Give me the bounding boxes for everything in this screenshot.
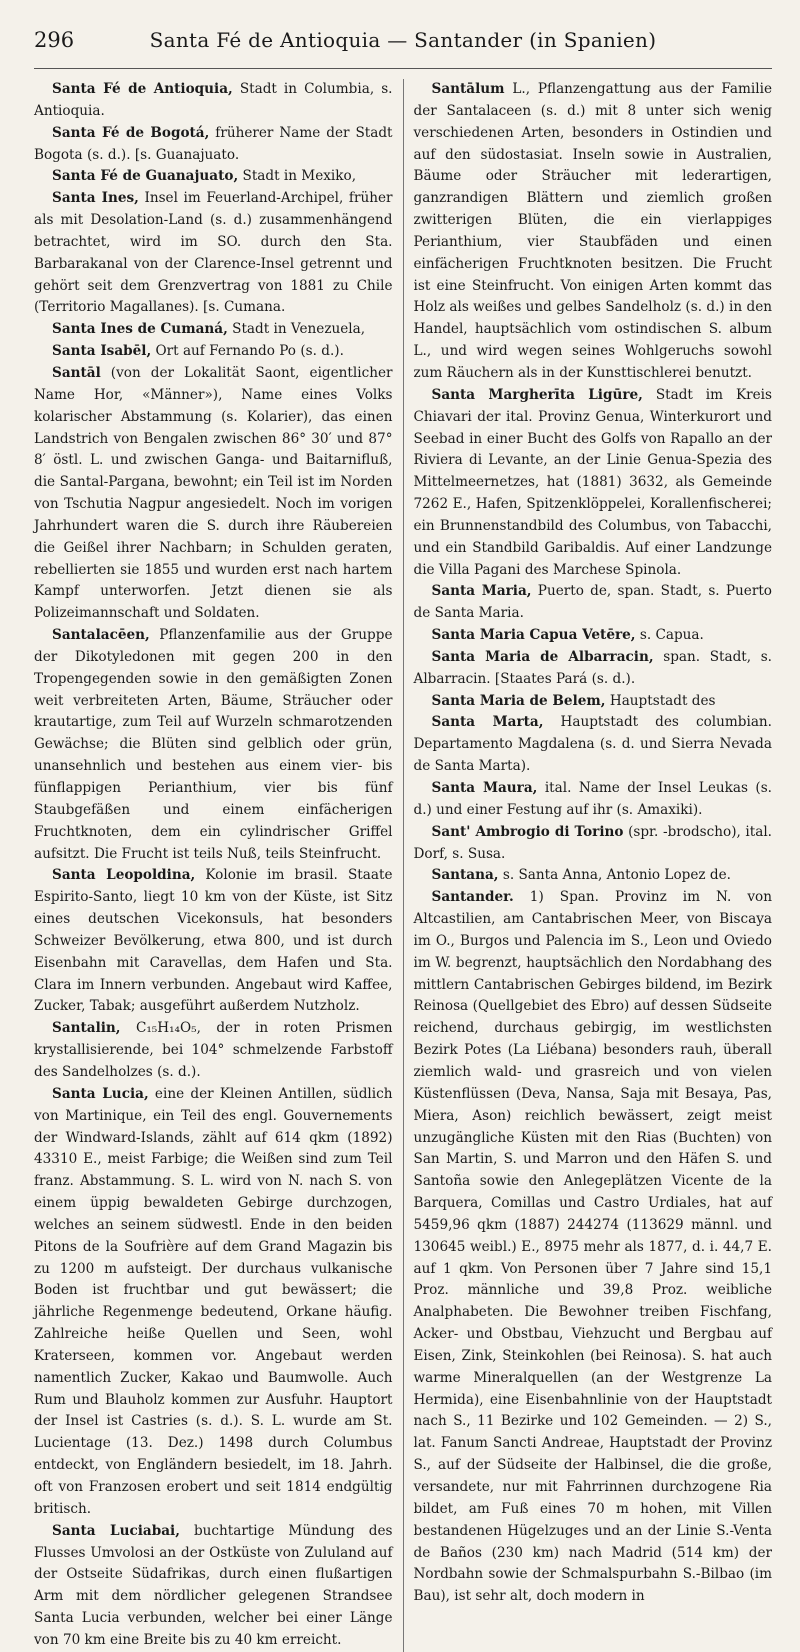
- entry-text: Ort auf Fernando Po (s. d.).: [151, 343, 344, 360]
- entry-headword: Santa Fé de Antioquia,: [52, 81, 233, 97]
- dictionary-entry: [34, 79, 393, 123]
- entry-text: 1) Span. Provinz im N. von Altcastilien, am Cantabrischen Meer, von Biscaya im O., Burgos und Palencia im S., Leon und Oviedo im W. begrenzt, hauptsächlich den Nordabhang des mittlern Cantabrischen Gebirges bildend, im Bezirk Reinosa (Quellgebiet des Ebro) auf dessen Südseite reichend, durchaus gebirgig, im westlichsten Bezirk Potes (La Liébana) besonders rauh, überall ziemlich wald- und grasreich und von vielen Küstenflüssen (Deva, Nansa, Saja mit Besaya, Pas, Miera, Ason) reichlich bewässert, zeigt meist unzugängliche Küsten mit den Rias (Buchten) von San Martin, S. und Marron und den Häfen S. und Santoña sowie den Anlegeplätzen Vicente de la Barquera, Comillas und Castro Urdiales, hat auf 5459,96 qkm (1887) 244274 (113629 männl. und 130645 weibl.) E., 8975 mehr als 1877, d. i. 44,7 E. auf 1 qkm. Von Personen über 7 Jahre sind 15,1 Proz. männliche und 39,8 Proz. weibliche Analphabeten. Die Bewohner treiben Fischfang, Acker- und Obstbau, Viehzucht und Bergbau auf Eisen, Zink, Steinkohlen (bei Reinosa). S. hat auch warme Mineralquellen (an der Westgrenze La Hermida), eine Eisenbahnlinie von der Hauptstadt nach S., 11 Bezirke und 102 Gemeinden. — 2) S., lat. Fanum Sancti Andreae, Hauptstadt der Provinz S., auf der Südseite der Halbinsel, die die große, versandete, nur mit Fahrrinnen durchzogene Ria bildet, am Fuß eines 70 m hohen, mit Villen bestandenen Hügelzuges und an der Linie S.-Venta de Baños (230 km) nach Madrid (514 km) der Nordbahn sowie der Schmalspurbahn S.-Bilbao (im Bau), ist sehr alt, doch modern in: [413, 889, 772, 1605]
- dictionary-entry: [414, 865, 773, 887]
- page-header: [34, 28, 772, 69]
- dictionary-entry: [414, 691, 773, 713]
- dictionary-entry: [34, 1521, 393, 1652]
- entry-headword: Santa Leopoldina,: [52, 867, 196, 884]
- dictionary-entry: [414, 625, 773, 647]
- dictionary-entry: [414, 647, 773, 691]
- entry-headword: Santa Maria,: [431, 583, 532, 600]
- page-number: 296: [34, 28, 75, 52]
- entry-text: span. Stadt, s. Albarracin. [Staates Pará (s. d.).: [413, 648, 773, 687]
- entry-text: buchtartige Mündung des Flusses Umvolosi an der Ostküste von Zululand auf der Ostseite Südafrikas, durch einen flußartigen Arm mit dem nördlicher gelegenen Strandsee Santa Lucia verbunden, welcher bei einer Länge von 70 km eine Breite bis zu 40 km erreicht.: [34, 1522, 393, 1648]
- entry-headword: Santalin,: [52, 1020, 121, 1037]
- running-title: Santa Fé de Antioquia — Santander (in Spanien): [149, 28, 657, 52]
- entry-headword: Santa Fé de Bogotá,: [52, 124, 210, 141]
- entry-text: Pflanzenfamilie aus der Gruppe der Dikotyledonen mit gegen 200 in den Tropengegenden sowie in den gemäßigten Zonen weit verbreiteten Arten, Bäume, Sträucher oder krautartige, zum Teil auf Wurzeln schmarotzenden Gewächse; die Blüten sind gelblich oder grün, unansehnlich und bestehen aus einem vier- bis fünflappigen Perianthium, vier bis fünf Staubgefäßen und einem einfächerigen Fruchtknoten, dem ein cylindrischer Griffel aufsitzt. Die Frucht ist teils Nuß, teils Steinfrucht.: [34, 627, 393, 862]
- entry-headword: Santa Marta,: [431, 714, 544, 731]
- entry-headword: Santalacēen,: [52, 627, 150, 644]
- dictionary-entry: [414, 887, 773, 1608]
- entry-text: Hauptstadt des: [605, 692, 716, 709]
- dictionary-entry: [34, 363, 393, 625]
- dictionary-entry: [34, 188, 393, 319]
- entry-text: C₁₅H₁₄O₅, der in roten Prismen krystallisierende, bei 104° schmelzende Farbstoff des Sandelholzes (s. d.).: [34, 1020, 393, 1080]
- entry-headword: Santa Ines,: [52, 190, 139, 207]
- entry-text: Insel im Feuerland-Archipel, früher als mit Desolation-Land (s. d.) zusammenhängend betrachtet, wird im SO. durch den Sta. Barbarakanal von der Clarence-Insel getrennt und gehört seit dem Grenzvertrag von 1881 zu Chile (Territorio Magallanes). [s. Cumana.: [34, 190, 393, 316]
- dictionary-entry: [414, 778, 773, 822]
- dictionary-entry: [414, 79, 773, 385]
- right-column: [404, 79, 773, 1652]
- entry-headword: Santa Maria de Belem,: [431, 692, 606, 709]
- entry-headword: Santa Lucia,: [52, 1085, 149, 1102]
- entry-text: ital. Name der Insel Leukas (s. d.) und einer Festung auf ihr (s. Amaxiki).: [413, 780, 772, 818]
- dictionary-entry: [34, 319, 393, 341]
- entry-text: Stadt im Kreis Chiavari der ital. Provinz Genua, Winterkurort und Seebad in einer Bucht des Golfs von Rapallo an der Riviera di Levante, an der Linie Genua-Spezia des Mittelmeernetzes, hat (1881) 3632, als Gemeinde 7262 E., Hafen, Spitzenklöppelei, Korallenfischerei; ein Brunnenstandbild des Columbus, von Tabacchi, und ein Standbild Garibaldis. Auf einer Landzunge die Villa Pagani des Marchese Spinola.: [413, 386, 772, 578]
- entry-text: L., Pflanzengattung aus der Familie der Santalaceen (s. d.) mit 8 unter sich wenig verschiedenen Arten, besonders in Ostindien und auf den südostasiat. Inseln sowie in Australien, Bäume oder Sträucher mit lederartigen, ganzrandigen Blättern und ziemlich großen zwitterigen Blüten, die ein vierlappiges Perianthium, vier Staubfäden und einen einfächerigen Fruchtknoten besitzen. Die Frucht ist eine Steinfrucht. Von einigen Arten kommt das Holz als weißes und gelbes Sandelholz (s. d.) in den Handel, hauptsächlich vom ostindischen S. album L., und wird wegen seines Wohlgeruchs sowohl zum Räuchern als in der Kunsttischlerei benutzt.: [413, 81, 772, 381]
- left-column: [34, 79, 404, 1652]
- dictionary-entry: [34, 1018, 393, 1084]
- entry-text: eine der Kleinen Antillen, südlich von Martinique, ein Teil des engl. Gouvernements der Windward-Islands, zählt auf 614 qkm (1892) 43310 E., meist Farbige; die Weißen sind zum Teil franz. Abstammung. S. L. wird von N. nach S. von einem üppig bewaldeten Gebirge durchzogen, welches an seinem südwestl. Ende in den beiden Pitons de la Soufrière auf dem Grand Magazin bis zu 1200 m aufsteigt. Der durchaus vulkanische Boden ist fruchtbar und gut bewässert; die jährliche Regenmenge bedeutend, Orkane häufig. Zahlreiche heiße Quellen und Seen, wohl Kraterseen, kommen vor. Angebaut werden namentlich Zucker, Kakao und Baumwolle. Auch Rum und Blauholz kommen zur Ausfuhr. Hauptort der Insel ist Castries (s. d.). S. L. wurde am St. Lucientage (13. Dez.) 1498 durch Columbus entdeckt, von Engländern besiedelt, im 18. Jahrh. oft von Franzosen erobert und seit 1814 endgültig britisch.: [34, 1085, 393, 1517]
- entry-headword: Santander.: [431, 889, 514, 906]
- entry-headword: Sant' Ambrogio di Torino: [431, 823, 624, 840]
- dictionary-entry: [34, 166, 393, 188]
- text-columns: [34, 79, 772, 1652]
- entry-text: Puerto de, span. Stadt, s. Puerto de Santa Maria.: [413, 583, 772, 622]
- entry-text: Stadt in Columbia, s. Antioquia.: [34, 81, 393, 119]
- entry-text: s. Santa Anna, Antonio Lopez de.: [498, 867, 731, 884]
- entry-headword: Santāl: [52, 364, 101, 381]
- entry-headword: Santana,: [431, 867, 499, 884]
- entry-text: Hauptstadt des columbian. Departamento Magdalena (s. d. und Sierra Nevada de Santa Marta).: [413, 714, 773, 775]
- entry-headword: Santa Isabēl,: [52, 343, 152, 360]
- entry-text: Kolonie im brasil. Staate Espirito-Santo, liegt 10 km von der Küste, ist Sitz eines deutschen Vicekonsuls, hat besonders Schweizer Bevölkerung, etwa 800, und ist durch Eisenbahn mit Caravellas, dem Hafen und Sta. Clara im Innern verbunden. Angebaut wird Kaffee, Zucker, Tabak; ausgeführt außerdem Nutzholz.: [34, 867, 393, 1015]
- dictionary-entry: [414, 581, 773, 625]
- entry-text: Stadt in Mexiko,: [238, 168, 357, 185]
- entry-text: früherer Name der Stadt Bogota (s. d.). [s. Guanajuato.: [34, 124, 393, 163]
- entry-headword: Santa Luciabai,: [52, 1522, 180, 1539]
- entry-headword: Santa Maria Capua Vetēre,: [431, 627, 636, 644]
- entry-headword: Santa Fé de Guanajuato,: [52, 168, 239, 185]
- entry-headword: Santa Maria de Albarracin,: [431, 648, 654, 665]
- dictionary-entry: [34, 123, 393, 167]
- dictionary-entry: [414, 822, 773, 866]
- dictionary-entry: [34, 625, 393, 865]
- entry-headword: Santa Maura,: [431, 780, 538, 796]
- dictionary-entry: [414, 712, 773, 778]
- entry-text: Stadt in Venezuela,: [227, 321, 366, 338]
- entry-headword: Santālum: [431, 81, 505, 97]
- dictionary-entry: [414, 385, 773, 582]
- dictionary-entry: [34, 865, 393, 1018]
- entry-headword: Santa Margherīta Ligūre,: [431, 386, 643, 403]
- dictionary-entry: [34, 341, 393, 363]
- entry-text: (spr. -brodscho), ital. Dorf, s. Susa.: [413, 823, 772, 862]
- entry-text: (von der Lokalität Saont, eigentlicher Name Hor, «Männer»), Name eines Volks kolarischer Abstammung (s. Kolarier), das einen Landstrich von Bengalen zwischen 86° 30′ und 87° 8′ östl. L. und zwischen Ganga- und Baitarnifluß, die Santal-Pargana, bewohnt; ein Teil ist im Norden von Tschutia Nagpur angesiedelt. Noch im vorigen Jahrhundert waren die S. durch ihre Räubereien die Geißel ihrer Nachbarn; in Schulden geraten, rebellierten sie 1855 und wurden erst nach hartem Kampf unterworfen. Jetzt dienen sie als Polizeimannschaft und Soldaten.: [34, 364, 393, 622]
- dictionary-entry: [34, 1084, 393, 1521]
- entry-text: s. Capua.: [635, 627, 704, 644]
- entry-headword: Santa Ines de Cumaná,: [52, 321, 228, 338]
